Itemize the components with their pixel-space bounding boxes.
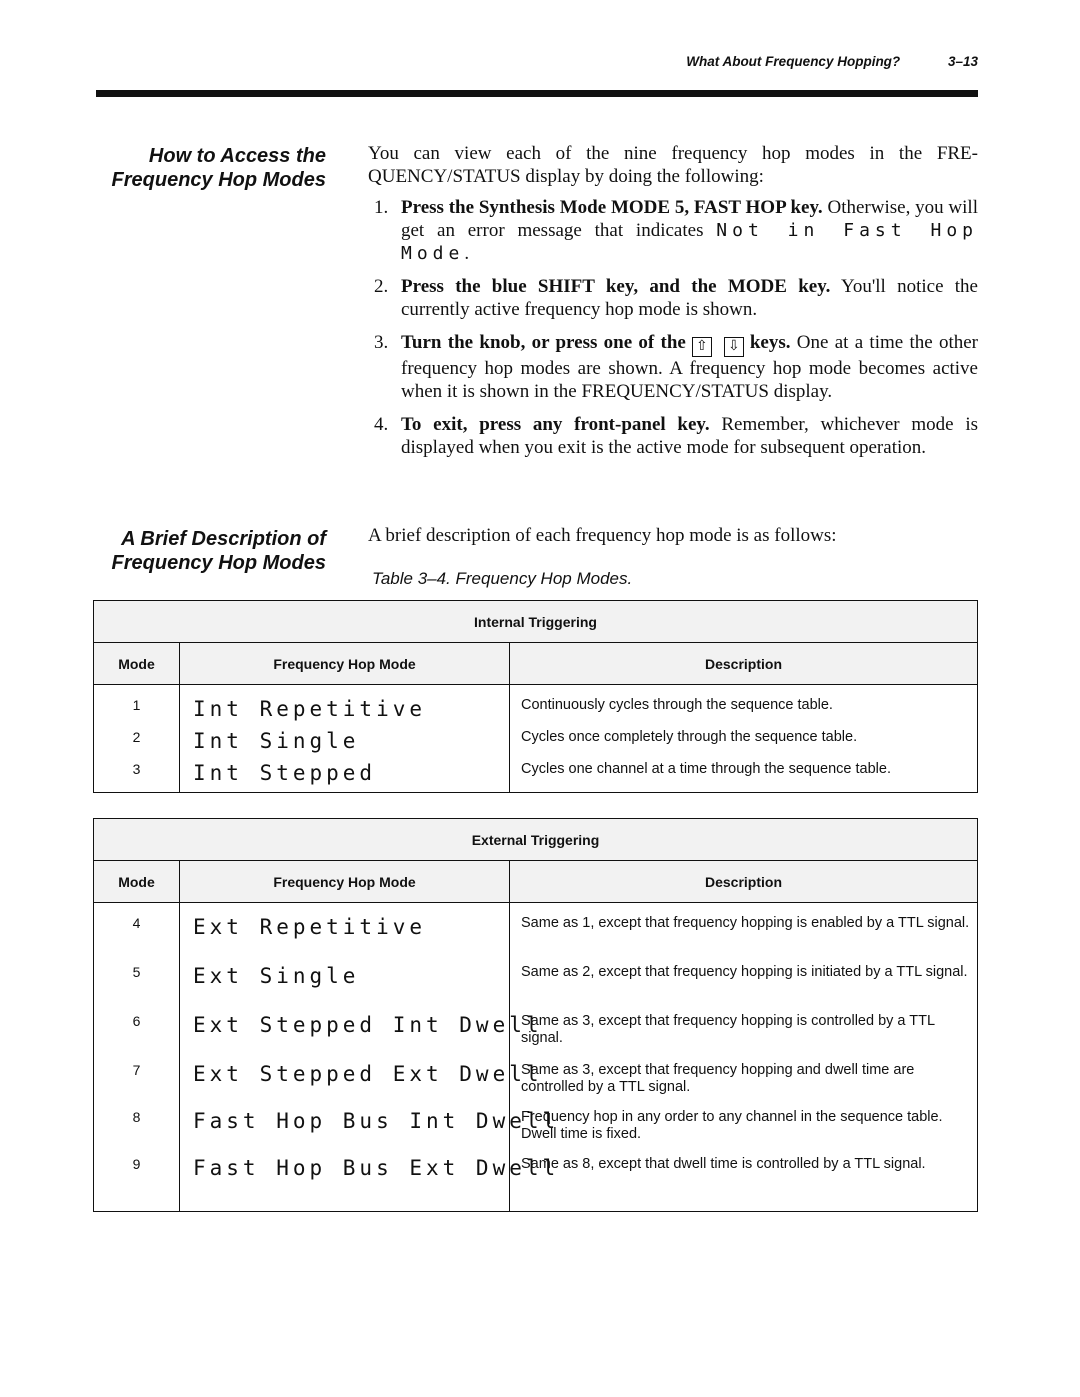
column-header-description: Description	[510, 643, 978, 685]
down-arrow-key-icon: ⇩	[724, 337, 744, 357]
step-item	[368, 413, 978, 459]
mode-number: 2	[94, 729, 180, 761]
up-arrow-key-icon: ⇧	[692, 337, 712, 357]
column-header-mode: Mode	[94, 643, 180, 685]
table-row	[94, 1013, 978, 1062]
table-row	[94, 903, 978, 964]
step-tail: .	[464, 243, 470, 264]
step-number: 3.	[374, 332, 389, 353]
column-header-hop-mode: Frequency Hop Mode	[180, 861, 510, 903]
mode-description: Same as 3, except that frequency hopping is controlled by a TTL signal.	[510, 1013, 978, 1062]
mode-number: 4	[94, 903, 180, 964]
mode-name: Ext Repetitive	[180, 903, 510, 964]
intro-paragraph: You can view each of the nine frequency hop modes in the FRE-QUENCY/STATUS display by doing the following:	[368, 143, 978, 187]
mode-number: 9	[94, 1156, 180, 1212]
step-lead: keys.	[749, 332, 791, 353]
mode-number: 1	[94, 685, 180, 729]
header-rule	[96, 90, 978, 97]
step-item	[368, 331, 978, 403]
section-heading-line: A Brief Description of	[121, 528, 326, 550]
mode-name: Ext Single	[180, 964, 510, 1013]
mode-name: Int Single	[180, 729, 510, 761]
external-triggering-table	[93, 818, 978, 1212]
running-head-title: What About Frequency Hopping?	[686, 54, 901, 69]
table-row	[94, 1062, 978, 1109]
column-header-mode: Mode	[94, 861, 180, 903]
mode-name: Int Stepped	[180, 761, 510, 793]
table-row	[94, 1156, 978, 1212]
step-text: Otherwise, you will get an error message that indicates	[401, 197, 978, 241]
step-item	[368, 196, 978, 265]
section-heading-line: How to Access the	[148, 145, 326, 167]
column-header-hop-mode: Frequency Hop Mode	[180, 643, 510, 685]
step-text: One at a time the other frequency hop modes are shown. A frequency hop mode becomes active when it is shown in the FREQUENCY/STATUS display.	[401, 332, 978, 402]
step-text: You'll notice the currently active frequency hop mode is shown.	[401, 276, 978, 320]
step-lead: Press the blue SHIFT key, and the MODE key.	[401, 276, 831, 297]
step-text: Remember, whichever mode is displayed when you exit is the active mode for subsequent operation.	[401, 414, 978, 458]
step-lead: To exit, press any front-panel key.	[401, 414, 710, 435]
step-item	[368, 275, 978, 321]
running-head	[686, 54, 978, 69]
mode-name: Fast Hop Bus Int Dwell	[180, 1109, 510, 1156]
mode-name: Int Repetitive	[180, 685, 510, 729]
table-banner: External Triggering	[94, 819, 978, 861]
mode-number: 3	[94, 761, 180, 793]
table-banner: Internal Triggering	[94, 601, 978, 643]
mode-description: Continuously cycles through the sequence table.	[510, 685, 978, 729]
section-heading-description	[96, 527, 326, 575]
mode-number: 8	[94, 1109, 180, 1156]
section-heading-line: Frequency Hop Modes	[111, 169, 326, 191]
description-intro: A brief description of each frequency hop mode is as follows:	[368, 525, 837, 546]
step-number: 1.	[374, 197, 389, 218]
step-number: 2.	[374, 276, 389, 297]
step-lead: Turn the knob, or press one of the	[401, 332, 686, 353]
table-row	[94, 1109, 978, 1156]
display-message: Not in Fast Hop Mode	[401, 220, 978, 264]
mode-name: Ext Stepped Int Dwell	[180, 1013, 510, 1062]
steps-list	[368, 196, 978, 469]
step-number: 4.	[374, 414, 389, 435]
mode-name: Ext Stepped Ext Dwell	[180, 1062, 510, 1109]
section-heading-line: Frequency Hop Modes	[111, 552, 326, 574]
internal-triggering-table	[93, 600, 978, 793]
mode-name: Fast Hop Bus Ext Dwell	[180, 1156, 510, 1212]
table-row	[94, 964, 978, 1013]
step-lead: Press the Synthesis Mode MODE 5, FAST HOP key.	[401, 197, 823, 218]
table-row	[94, 761, 978, 793]
table-caption: Table 3–4. Frequency Hop Modes.	[372, 569, 633, 588]
mode-description: Frequency hop in any order to any channel in the sequence table. Dwell time is fixed.	[510, 1109, 978, 1156]
column-header-description: Description	[510, 861, 978, 903]
mode-description: Same as 3, except that frequency hopping and dwell time are controlled by a TTL signal.	[510, 1062, 978, 1109]
mode-description: Same as 2, except that frequency hopping is initiated by a TTL signal.	[510, 964, 978, 1013]
mode-number: 6	[94, 1013, 180, 1062]
mode-description: Same as 1, except that frequency hopping is enabled by a TTL signal.	[510, 903, 978, 964]
table-row	[94, 729, 978, 761]
mode-description: Cycles once completely through the sequence table.	[510, 729, 978, 761]
page-number: 3–13	[947, 54, 978, 69]
table-row	[94, 685, 978, 729]
section-heading-access	[96, 144, 326, 192]
mode-number: 7	[94, 1062, 180, 1109]
mode-description: Same as 8, except that dwell time is controlled by a TTL signal.	[510, 1156, 978, 1212]
mode-description: Cycles one channel at a time through the sequence table.	[510, 761, 978, 793]
mode-number: 5	[94, 964, 180, 1013]
